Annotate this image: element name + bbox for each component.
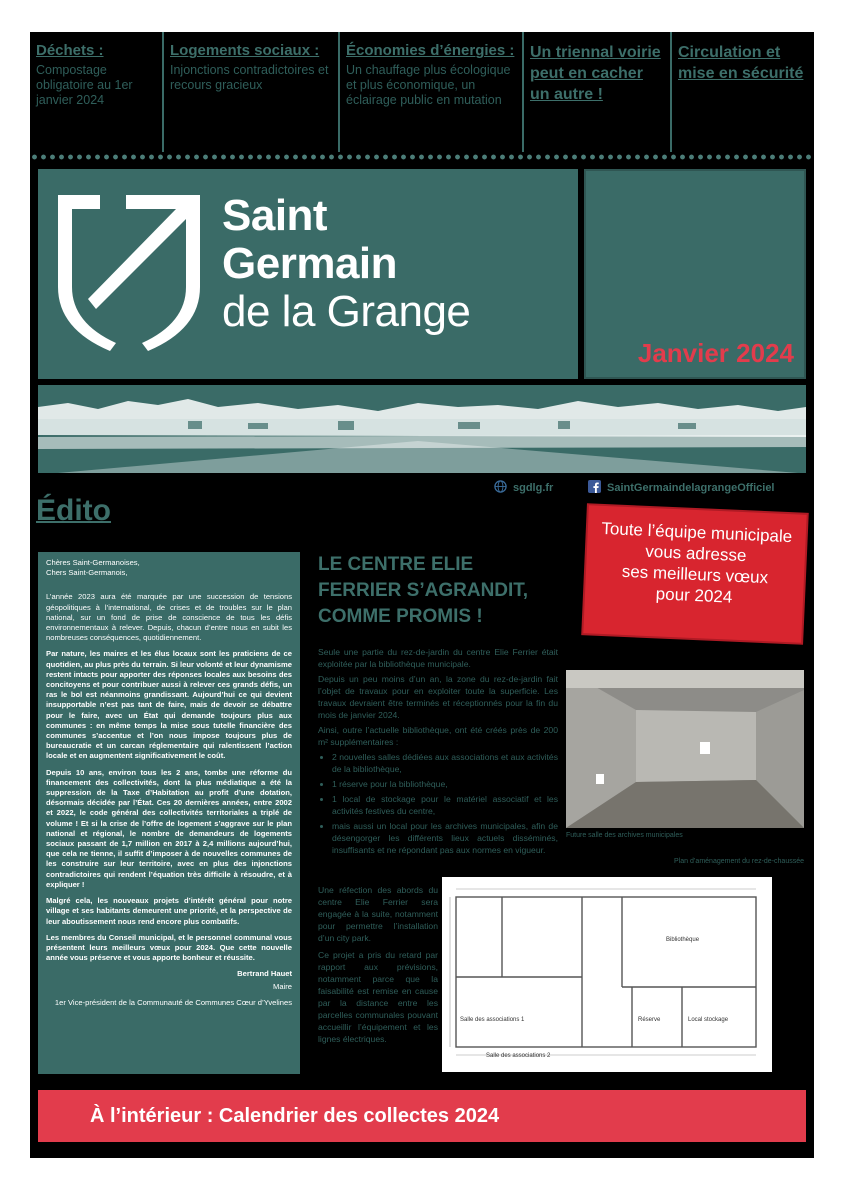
edito-greeting-2: Chers Saint-Germanois, (46, 568, 128, 578)
article-headline: LE CENTRE ELIE FERRIER S’AGRANDIT, COMME PROMIS ! (318, 554, 529, 627)
article-paragraph: Seule une partie du rez-de-jardin du centre Elie Ferrier était exploitée par la bibliothèque municipale. (318, 647, 558, 669)
newsletter-page (30, 32, 814, 1158)
edito-paragraph: Malgré cela, les nouveaux projets d’intérêt général pour notre village et ses habitants demeurent une priorité, et la perspective de leur aboutissement nous rend encore plus combatifs. (46, 896, 292, 926)
top-news-strip (30, 32, 814, 152)
facebook-handle: SaintGermaindelagrangeOfficiel (607, 482, 775, 494)
teaser-body: Injonctions contradictoires et recours gracieux (170, 63, 329, 92)
archives-room-photo (566, 670, 804, 828)
edito-paragraph: L’année 2023 aura été marquée par une succession de tensions géopolitiques à l’international, de crises et de troubles sur le plan national, sur un fond de prise de conscience de tous les défis environnementaux à relever. Depuis, chacun d’entre nous en subit les nombreuses conséquences, quotidiennement. (46, 592, 292, 643)
plan-label: Salle des associations 1 (460, 1017, 525, 1023)
teaser-heading: Un triennal voirie peut en cacher un autre ! (530, 44, 661, 103)
teaser-heading: Économies d’énergies : (346, 42, 515, 59)
landscape-silhouette-icon (38, 385, 806, 473)
edito-role-2: 1er Vice-président de la Communauté de Communes Cœur d’Yvelines (54, 997, 292, 1007)
village-landscape-image (38, 385, 806, 473)
floor-plan-drawing (442, 877, 772, 1072)
list-item: • 1 réserve pour la bibliothèque, (332, 778, 558, 790)
website-link[interactable] (494, 480, 553, 494)
dotted-divider (30, 154, 814, 160)
plan-label: Réserve (638, 1017, 661, 1023)
plan-label: Local stockage (688, 1017, 729, 1023)
article-paragraph: Ce projet a pris du retard par rapport aux prévisions, notamment parce que la faisabilité est remise en cause par la distance entre les parcelles communales pouvant accueillir l’équipement et les lignes électriques. (318, 950, 438, 1044)
facebook-link[interactable] (588, 480, 775, 494)
article-paragraph: Ainsi, outre l’actuelle bibliothèque, ont été créés près de 200 m² supplémentaires : (318, 725, 558, 747)
teaser-heading: Circulation et mise en sécurité (678, 44, 804, 82)
card-line: vous adresse (644, 541, 747, 566)
edito-title: Édito (36, 494, 111, 527)
list-item: • 2 nouvelles salles dédiées aux associations et aux activités de la bibliothèque, (332, 751, 558, 775)
article-body (318, 646, 558, 860)
list-item: • 1 local de stockage pour le matériel associatif et les activités festives du centre, (332, 793, 558, 817)
facebook-icon (588, 480, 601, 493)
teaser-body: Un chauffage plus écologique et plus économique, un éclairage public en mutation (346, 63, 511, 107)
masthead (38, 169, 578, 379)
card-line: ses meilleurs vœux (621, 561, 769, 588)
list-item: • mais aussi un local pour les archives municipales, afin de désengorger les différents lieux actuels disséminés, insuffisants et ne répondant pas aux normes en vigueur. (332, 820, 558, 856)
masthead-date-panel (584, 169, 806, 379)
teaser-voirie[interactable] (522, 32, 670, 152)
photo-caption: Future salle des archives municipales (566, 832, 683, 839)
masthead-line-1: Saint (222, 191, 328, 240)
article-body-continued (318, 884, 438, 1050)
masthead-line-3: de la Grange (222, 287, 471, 336)
card-line: pour 2024 (655, 584, 733, 607)
greetings-card (583, 505, 806, 642)
teaser-heading: Logements sociaux : (170, 42, 320, 59)
town-logo-icon (56, 191, 202, 351)
card-line: Toute l’équipe municipale (601, 518, 793, 547)
plan-label: Salle des associations 2 (486, 1053, 551, 1059)
globe-icon (494, 480, 507, 493)
edito-role: Maire (273, 981, 292, 991)
edito-greeting-1: Chères Saint-Germanoises, (46, 558, 140, 567)
edito-paragraph: Les membres du Conseil municipal, et le personnel communal vous présentent leurs meilleurs vœux pour 2024. Que cette nouvelle année vous préserve et vous apporte bonheur et réussite. (46, 932, 292, 963)
inside-banner[interactable] (38, 1090, 806, 1142)
plan-label: Bibliothèque (666, 937, 700, 943)
teaser-logements[interactable] (162, 32, 338, 152)
article-paragraph: Depuis un peu moins d’un an, la zone du rez-de-jardin fait l’objet de travaux pour en exploiter toute la superficie. Les travaux devraient être terminés et réceptionnés pour la fin du mois de janvier 2024. (318, 674, 558, 720)
masthead-line-2: Germain (222, 239, 398, 288)
banner-text: À l’intérieur : Calendrier des collectes 2024 (90, 1105, 500, 1127)
article-bullet-list (318, 751, 558, 856)
edito-box (38, 552, 300, 1074)
teaser-circulation[interactable] (670, 32, 814, 152)
teaser-energies[interactable] (338, 32, 522, 152)
teaser-dechets[interactable] (30, 32, 162, 152)
edito-signature: Bertrand Hauet (237, 969, 292, 979)
teaser-heading: Déchets : (36, 42, 104, 59)
edito-paragraph: Par nature, les maires et les élus locaux sont les praticiens de ce quotidien, au plus près du terrain. Si leur volonté et leur dynamisme restent intacts pour apporter des réponses locales aux besoins des concitoyens et pour contribuer aussi à relever ces grands défis, un ras le bol est néanmoins grandissant. Aujourd’hui ce qui devient insupportable n’est pas tant de faire, mais de devoir se débattre pour le faire, avec un État qui demande toujours plus aux communes : en même temps la mise sous tutelle financière des communes s’accentue et l’on nous impose toujours plus de bureaucratie et un carcan réglementaire qui ralentissent l’action locale et en augmentent significativement le coût. (46, 649, 292, 761)
floor-plan (442, 877, 772, 1072)
website-url: sgdlg.fr (513, 482, 554, 494)
teaser-body: Compostage obligatoire au 1er janvier 2024 (36, 63, 133, 107)
issue-date: Janvier 2024 (637, 338, 794, 368)
room-photo-illustration (566, 670, 804, 828)
plan-caption: Plan d’aménagement du rez-de-chaussée (674, 858, 804, 865)
article-paragraph: Une réfection des abords du centre Elie Ferrier sera engagée à la suite, notamment pour permettre l’installation d’un city park. (318, 885, 438, 943)
edito-paragraph: Depuis 10 ans, environ tous les 2 ans, tombe une réforme du financement des collectivités, dont la plus médiatique a été la suppression de la Taxe d’Habitation au profit d’une dotation, désormais décidée par l’État. Ces 20 dernières années, entre 2002 et 2022, le code général des collectivités territoriales a triplé de volume ! Et si la crise de l’offre de logement s’aggrave sur le plan national et régional, le nombre de demandeurs de logements sociaux passant de 1,7 million en 2017 à 2,4 millions aujourd’hui, que cela ne tienne, il suffit d’imposer à de nouvelles communes de les construire sur leur territoire, avec en plus des injonctions contradictoires qui rendent l’équation très difficile à résoudre, et à expliquer ! (46, 767, 292, 889)
